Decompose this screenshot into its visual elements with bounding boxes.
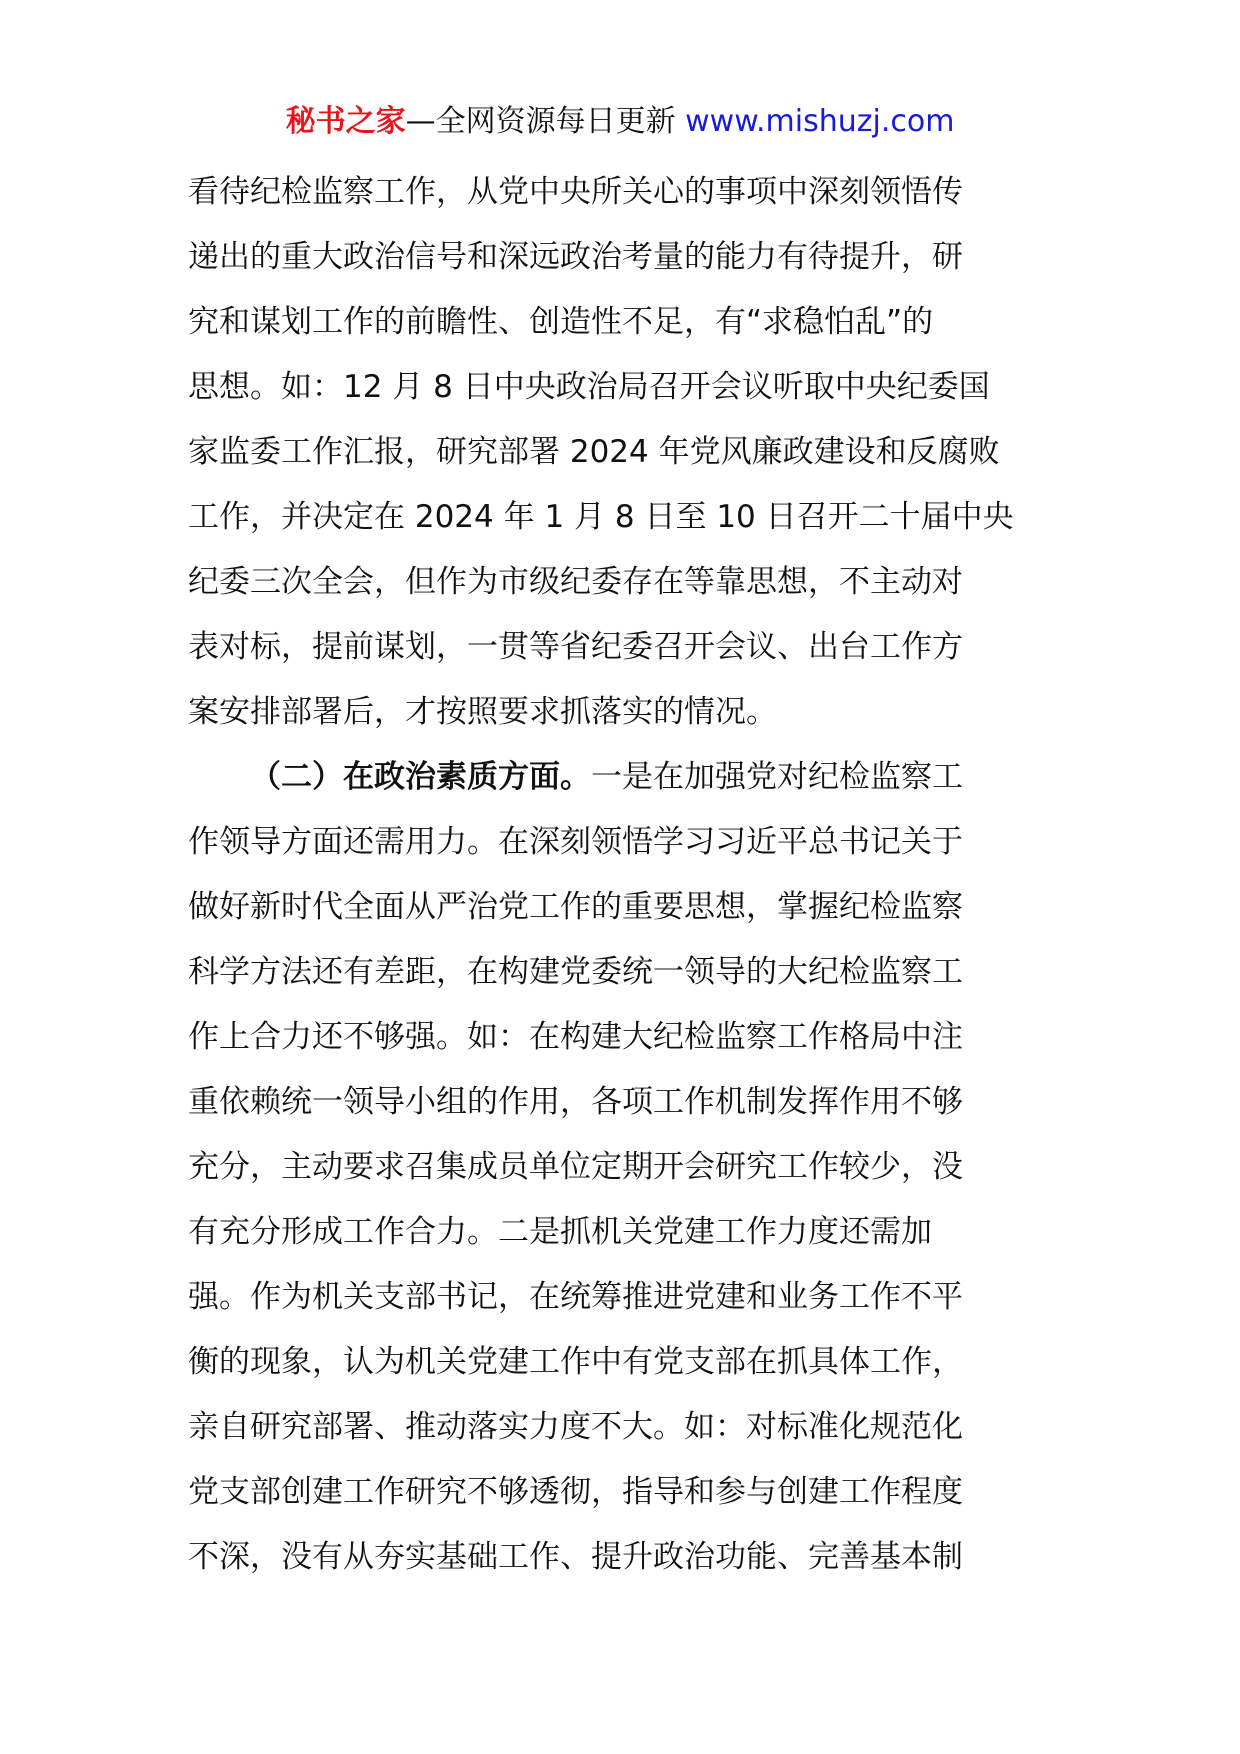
paragraph-1 bbox=[188, 160, 1068, 745]
text-line: 充分，主动要求召集成员单位定期开会研究工作较少，没 bbox=[188, 1149, 963, 1185]
section-heading: （二）在政治素质方面。 bbox=[250, 759, 591, 795]
text-line: 表对标，提前谋划，一贯等省纪委召开会议、出台工作方 bbox=[188, 629, 963, 665]
paragraph-2 bbox=[188, 745, 1068, 1590]
text-line: 家监委工作汇报，研究部署 2024 年党风廉政建设和反腐败 bbox=[188, 434, 1000, 470]
text-line: 不深，没有从夯实基础工作、提升政治功能、完善基本制 bbox=[188, 1539, 963, 1575]
text-line: 强。作为机关支部书记，在统筹推进党建和业务工作不平 bbox=[188, 1279, 963, 1315]
document-body bbox=[188, 160, 1068, 1590]
text-line: 重依赖统一领导小组的作用，各项工作机制发挥作用不够 bbox=[188, 1084, 963, 1120]
site-brand: 秘书之家 bbox=[285, 104, 406, 139]
paragraph-first-line bbox=[188, 745, 1068, 810]
text-line: 有充分形成工作合力。二是抓机关党建工作力度还需加 bbox=[188, 1214, 932, 1250]
text-line: 究和谋划工作的前瞻性、创造性不足，有“求稳怕乱”的 bbox=[188, 304, 934, 340]
text-line: 做好新时代全面从严治党工作的重要思想，掌握纪检监察 bbox=[188, 889, 963, 925]
text-line: 衡的现象，认为机关党建工作中有党支部在抓具体工作， bbox=[188, 1344, 963, 1380]
text-run: 一是在加强党对纪检监察工 bbox=[591, 759, 963, 795]
text-line: 纪委三次全会，但作为市级纪委存在等靠思想，不主动对 bbox=[188, 564, 963, 600]
text-line: 科学方法还有差距，在构建党委统一领导的大纪检监察工 bbox=[188, 954, 963, 990]
text-line: 作领导方面还需用力。在深刻领悟学习习近平总书记关于 bbox=[188, 824, 963, 860]
text-line: 作上合力还不够强。如：在构建大纪检监察工作格局中注 bbox=[188, 1019, 963, 1055]
text-line: 党支部创建工作研究不够透彻，指导和参与创建工作程度 bbox=[188, 1474, 963, 1510]
site-tagline: —全网资源每日更新 bbox=[405, 104, 686, 139]
text-line: 递出的重大政治信号和深远政治考量的能力有待提升，研 bbox=[188, 239, 963, 275]
text-line: 看待纪检监察工作，从党中央所关心的事项中深刻领悟传 bbox=[188, 174, 963, 210]
site-url-link[interactable]: www.mishuzj.com bbox=[685, 104, 955, 139]
text-line: 工作，并决定在 2024 年 1 月 8 日至 10 日召开二十届中央 bbox=[188, 499, 1014, 535]
text-line: 亲自研究部署、推动落实力度不大。如：对标准化规范化 bbox=[188, 1409, 963, 1445]
text-line: 案安排部署后，才按照要求抓落实的情况。 bbox=[188, 694, 777, 730]
text-line: 思想。如：12 月 8 日中央政治局召开会议听取中央纪委国 bbox=[188, 369, 990, 405]
site-header bbox=[0, 100, 1240, 144]
